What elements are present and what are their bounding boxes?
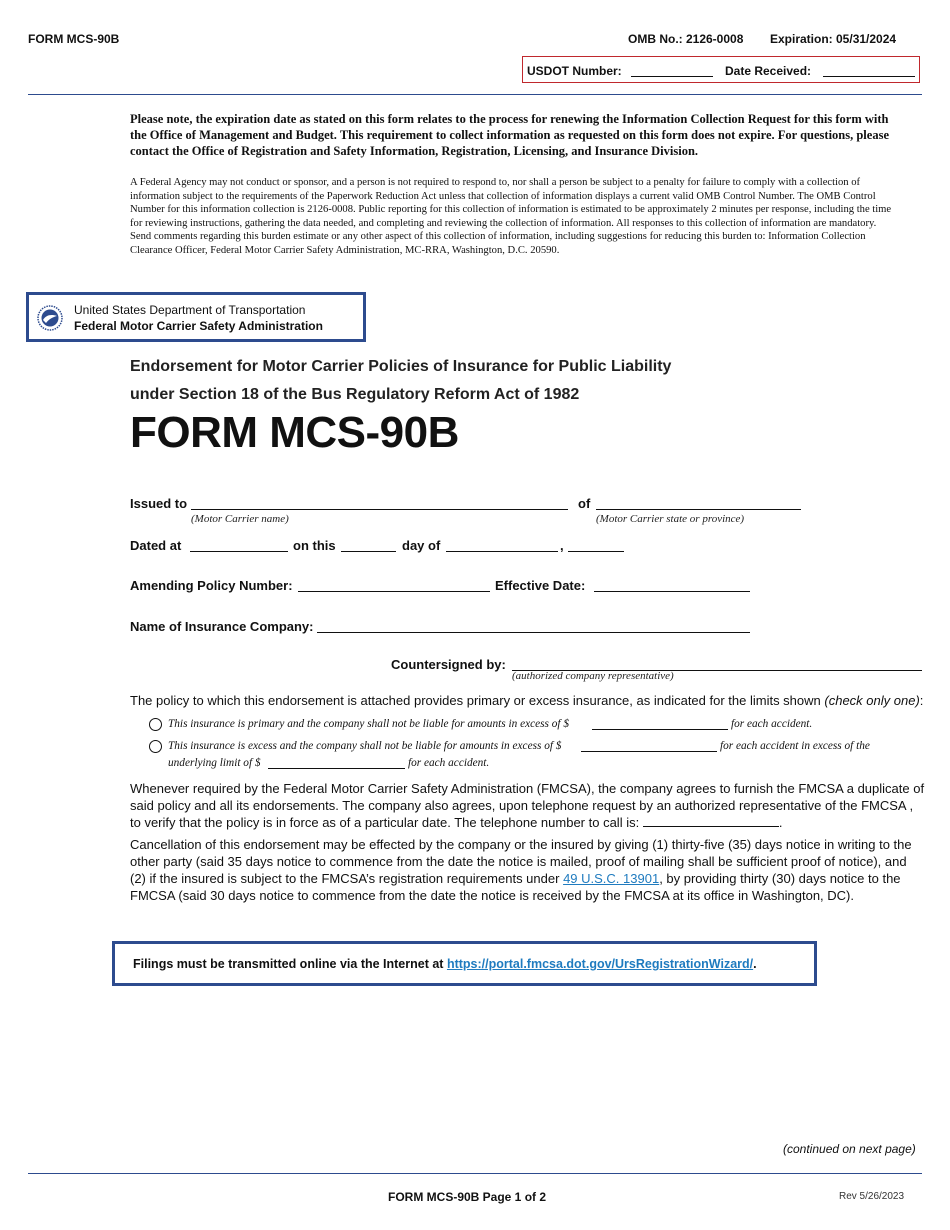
form-subtitle-line1: Endorsement for Motor Carrier Policies of Insurance for Public Liability [130, 358, 672, 375]
amending-policy-label: Amending Policy Number: [130, 578, 293, 593]
motor-carrier-name-caption: (Motor Carrier name) [191, 513, 289, 525]
insurance-company-field[interactable] [317, 632, 750, 633]
online-filing-box [112, 941, 817, 986]
carrier-state-caption: (Motor Carrier state or province) [596, 513, 745, 525]
online-filing-end: . [753, 957, 757, 971]
primary-amount-field[interactable] [592, 729, 728, 730]
of-label: of [578, 496, 591, 511]
day-of-label: day of [402, 538, 441, 553]
check-one-note: (check only one) [824, 693, 920, 708]
day-of-field[interactable] [446, 551, 558, 552]
revision-date: Rev 5/26/2023 [839, 1191, 905, 1202]
excess-insurance-suffix: for each accident in excess of the [720, 740, 870, 752]
paperwork-notice: A Federal Agency may not conduct or sponsor, and a person is not required to respond to, nor shall a person be subject to a penalty for failure to comply with a collection of information subject to the requirements of the Paperwork Reduction Act unless that collection of information displays a current valid OMB Control Number. The OMB Control Number for this information collection is 2126-0008. Public reporting for this collection of information is estimated to be approximately 2 minutes per response, including the time for reviewing instructions, gathering the data needed, and completing and reviewing the collection of information. All responses to this collection of information are mandatory. Send comments regarding this burden estimate or any other aspect of this collection of information, including suggestions for reducing this burden to: Information Collection Clearance Officer, Federal Motor Carrier Safety Administration, MC-RRA, Washington, D.C. 20590. [130, 177, 892, 256]
coverage-intro-end: : [919, 693, 924, 708]
carrier-state-field[interactable] [596, 509, 801, 510]
dated-at-field[interactable] [190, 551, 288, 552]
date-received-field[interactable] [823, 76, 915, 77]
usdot-number-label: USDOT Number: [527, 64, 622, 78]
registration-wizard-link[interactable]: https://portal.fmcsa.dot.gov/UrsRegistrationWizard/ [446, 957, 754, 971]
insurance-company-label: Name of Insurance Company: [130, 619, 314, 634]
effective-date-label: Effective Date: [495, 578, 586, 593]
year-field[interactable] [568, 551, 624, 552]
primary-insurance-suffix: for each accident. [731, 718, 813, 730]
authorized-representative-caption: (authorized company representative) [512, 670, 674, 682]
dated-at-label: Dated at [130, 538, 182, 553]
issued-to-field[interactable] [191, 509, 568, 510]
footer-rule [28, 1173, 922, 1174]
coverage-intro [130, 693, 930, 708]
page-title: FORM MCS-90B [130, 408, 459, 457]
fmcsa-duplicate-paragraph [130, 780, 925, 831]
on-this-label: on this [293, 538, 336, 553]
coverage-intro-text: The policy to which this endorsement is attached provides primary or excess insurance, as indicated for the limits shown [130, 693, 821, 708]
cancellation-paragraph [130, 836, 925, 904]
primary-insurance-radio[interactable] [149, 718, 162, 731]
expiration-date: Expiration: 05/31/2024 [770, 32, 897, 46]
agency-department: United States Department of Transportation [74, 303, 306, 317]
form-id-header: FORM MCS-90B [28, 32, 120, 46]
underlying-limit-suffix: for each accident. [408, 757, 490, 769]
continued-note: (continued on next page) [783, 1142, 916, 1156]
office-use-box [522, 56, 920, 83]
fmcsa-duplicate-end: . [778, 815, 783, 830]
online-filing-notice [133, 957, 757, 971]
cancellation-text-part2: , by providing thirty (30) days notice to the FMCSA (said 30 days notice to commence from the date the notice is received by the FMCSA at its office in Washington, DC). [130, 871, 901, 903]
underlying-amount-field[interactable] [268, 768, 405, 769]
on-this-field[interactable] [341, 551, 396, 552]
excess-insurance-radio[interactable] [149, 740, 162, 753]
excess-amount-field[interactable] [581, 751, 717, 752]
countersigned-label: Countersigned by: [391, 657, 506, 672]
header-rule [28, 94, 922, 95]
dot-seal-icon [37, 305, 63, 331]
telephone-number-field[interactable] [643, 816, 779, 827]
amending-policy-field[interactable] [298, 591, 490, 592]
issued-to-label: Issued to [130, 496, 188, 511]
effective-date-field[interactable] [594, 591, 750, 592]
omb-number: OMB No.: 2126-0008 [628, 32, 744, 46]
page-number: FORM MCS-90B Page 1 of 2 [388, 1190, 547, 1204]
date-received-label: Date Received: [725, 64, 812, 78]
usdot-number-field[interactable] [631, 76, 713, 77]
cancellation-text-part1: Cancellation of this endorsement may be effected by the company or the insured by giving (1) thirty-five (35) days notice in writing to the other party (said 35 days notice to commence from the date the notice is mailed, proof of mailing shall be sufficient proof of notice), and (2) if the insured is subject to the FMCSA’s registration requirements under [130, 837, 912, 886]
online-filing-text: Filings must be transmitted online via the Internet at [133, 957, 444, 971]
fmcsa-duplicate-text: Whenever required by the Federal Motor Carrier Safety Administration (FMCSA), the company agrees to furnish the FMCSA a duplicate of said policy and all its endorsements. The company also agrees, upon telephone request by an authorized representative of the FMCSA , to verify that the policy is in force as of a particular date. The telephone number to call is: [130, 781, 925, 830]
expiration-notice: Please note, the expiration date as stated on this form relates to the process for renewing the Information Collection Request for this form with the Office of Management and Budget. This requirement to collect information as requested on this form does not expire. For questions, please contact the Office of Registration and Safety Information, Registration, Licensing, and Insurance Division. [130, 112, 889, 158]
form-subtitle-line2: under Section 18 of the Bus Regulatory Reform Act of 1982 [130, 386, 580, 403]
agency-administration: Federal Motor Carrier Safety Administration [74, 319, 323, 333]
usc-13901-link[interactable]: 49 U.S.C. 13901 [563, 871, 660, 886]
agency-box [26, 292, 366, 342]
underlying-limit-text: underlying limit of $ [168, 757, 261, 769]
primary-insurance-text: This insurance is primary and the company shall not be liable for amounts in excess of $ [168, 718, 570, 730]
excess-insurance-text: This insurance is excess and the company shall not be liable for amounts in excess of $ [168, 740, 562, 752]
date-comma: , [560, 538, 564, 553]
